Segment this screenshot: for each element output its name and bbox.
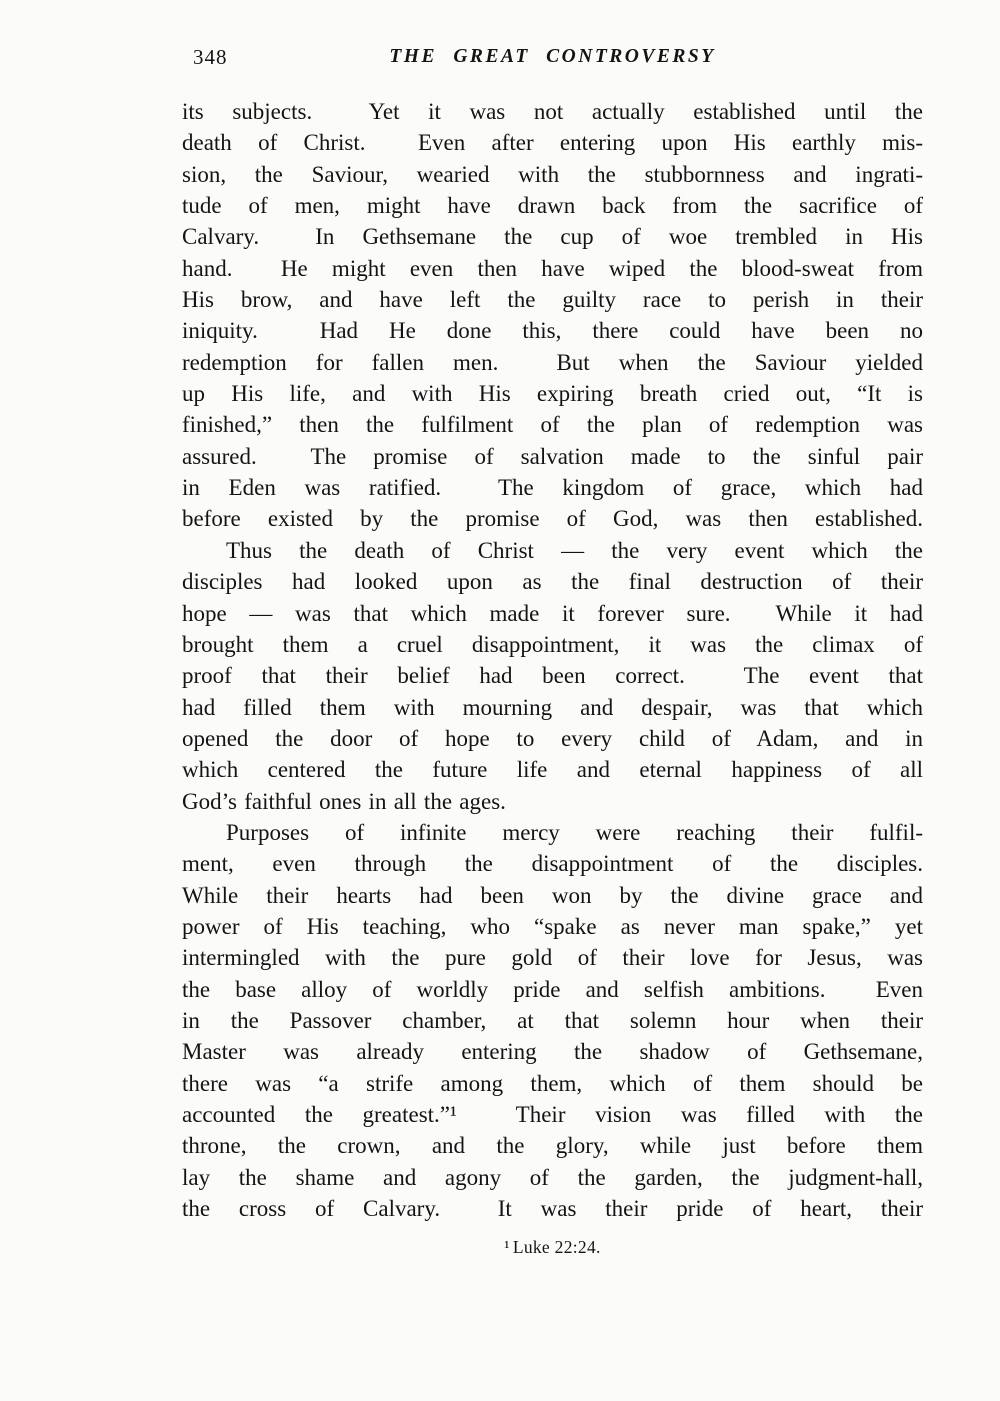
text-line: Master was already entering the shadow of Gethsemane, xyxy=(182,1039,923,1065)
text-line: His brow, and have left the guilty race to perish in their xyxy=(182,287,923,313)
paragraph xyxy=(182,96,923,535)
text-line: God’s faithful ones in all the ages. xyxy=(182,788,506,814)
text-line: up His life, and with His expiring breath cried out, “It is xyxy=(182,381,923,407)
text-line: iniquity. Had He done this, there could have been no xyxy=(182,318,923,344)
text-line: finished,” then the fulfilment of the plan of redemption was xyxy=(182,412,923,438)
text-line: there was “a strife among them, which of them should be xyxy=(182,1070,923,1096)
text-line: tude of men, might have drawn back from the sacrifice of xyxy=(182,193,923,219)
text-line: disciples had looked upon as the final destruction of their xyxy=(182,569,923,595)
text-line: Thus the death of Christ — the very event which the xyxy=(226,537,923,563)
text-line: had filled them with mourning and despair, was that which xyxy=(182,694,923,720)
footnote xyxy=(182,1235,923,1259)
text-line: redemption for fallen men. But when the Saviour yielded xyxy=(182,349,923,375)
text-line: throne, the crown, and the glory, while just before them xyxy=(182,1133,923,1159)
text-line: hand. He might even then have wiped the blood-sweat from xyxy=(182,255,923,281)
footnote-text: Luke 22:24. xyxy=(512,1237,601,1258)
text-line: before existed by the promise of God, was then established. xyxy=(182,506,923,532)
text-line: in Eden was ratified. The kingdom of grace, which had xyxy=(182,475,923,501)
text-line: hope — was that which made it forever sure. While it had xyxy=(182,600,923,626)
text-line: which centered the future life and eternal happiness of all xyxy=(182,757,923,783)
text-line: ment, even through the disappointment of the disciples. xyxy=(182,851,923,877)
text-line: opened the door of hope to every child of Adam, and in xyxy=(182,725,923,751)
text-line: power of His teaching, who “spake as never man spake,” yet xyxy=(182,913,923,939)
text-line: intermingled with the pure gold of their love for Jesus, was xyxy=(182,945,923,971)
text-line: Calvary. In Gethsemane the cup of woe trembled in His xyxy=(182,224,923,250)
text-line: assured. The promise of salvation made to the sinful pair xyxy=(182,443,923,469)
text-line: the cross of Calvary. It was their pride of heart, their xyxy=(182,1196,923,1222)
text-line: the base alloy of worldly pride and selfish ambitions. Even xyxy=(182,976,923,1002)
text-line: death of Christ. Even after entering upon His earthly mis- xyxy=(182,130,923,156)
text-line: lay the shame and agony of the garden, the judgment-hall, xyxy=(182,1164,923,1190)
text-line: its subjects. Yet it was not actually established until the xyxy=(182,99,923,124)
body-text xyxy=(182,96,923,1224)
text-line: accounted the greatest.”¹ Their vision was filled with the xyxy=(182,1102,923,1127)
text-column xyxy=(182,45,923,1259)
running-title: THE GREAT CONTROVERSY xyxy=(389,46,716,67)
paragraph xyxy=(182,817,923,1224)
text-line: sion, the Saviour, wearied with the stubbornness and ingrati- xyxy=(182,161,923,187)
text-line: proof that their belief had been correct. The event that xyxy=(182,663,923,689)
text-line: While their hearts had been won by the divine grace and xyxy=(182,882,923,908)
footnote-marker: ¹ xyxy=(504,1237,510,1258)
text-line: in the Passover chamber, at that solemn hour when their xyxy=(182,1007,923,1033)
paragraph xyxy=(182,535,923,817)
page-header xyxy=(182,45,923,69)
text-line: Purposes of infinite mercy were reaching their fulfil- xyxy=(226,819,923,845)
page-number: 348 xyxy=(193,45,228,69)
text-line: brought them a cruel disappointment, it was the climax of xyxy=(182,631,923,657)
